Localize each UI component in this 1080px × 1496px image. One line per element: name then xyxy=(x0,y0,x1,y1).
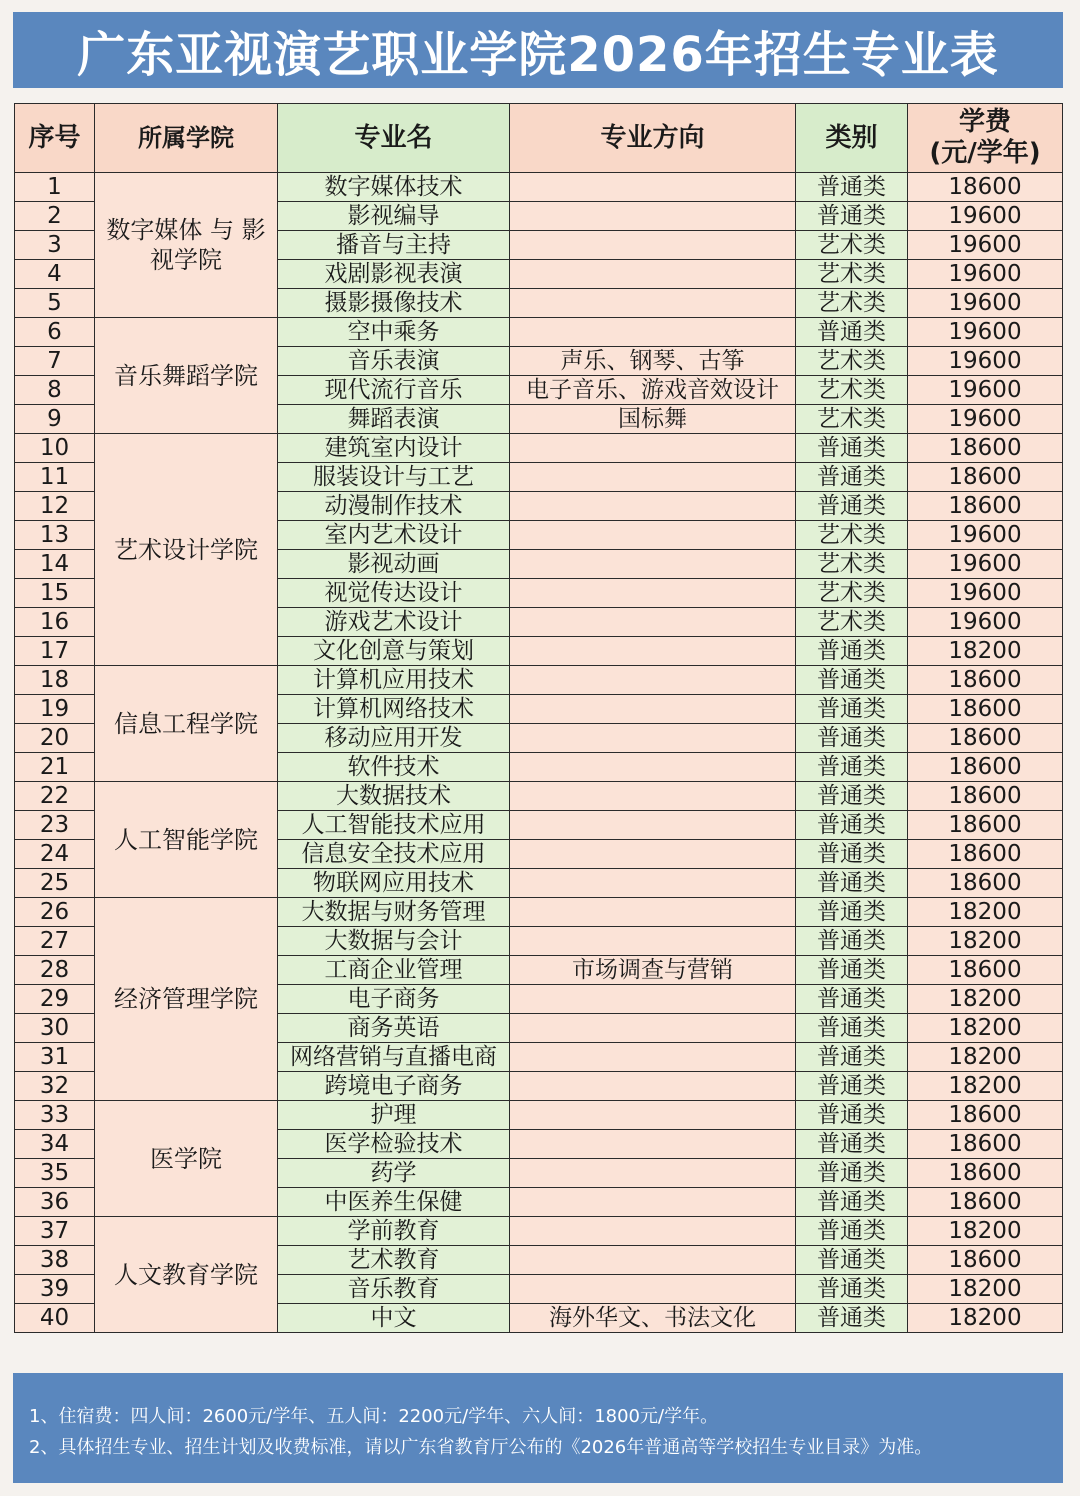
major-direction xyxy=(510,1072,796,1101)
tuition-fee: 18200 xyxy=(908,1217,1063,1246)
major-name: 电子商务 xyxy=(278,985,510,1014)
major-name: 跨境电子商务 xyxy=(278,1072,510,1101)
major-category: 普通类 xyxy=(796,985,908,1014)
major-name: 工商企业管理 xyxy=(278,956,510,985)
major-category: 普通类 xyxy=(796,202,908,231)
table-row xyxy=(15,318,1063,347)
table-row xyxy=(15,1101,1063,1130)
tuition-fee: 18200 xyxy=(908,927,1063,956)
major-name: 室内艺术设计 xyxy=(278,521,510,550)
major-name: 音乐教育 xyxy=(278,1275,510,1304)
notes-box xyxy=(13,1373,1063,1483)
major-direction xyxy=(510,782,796,811)
major-category: 普通类 xyxy=(796,637,908,666)
major-category: 普通类 xyxy=(796,666,908,695)
major-name: 音乐表演 xyxy=(278,347,510,376)
major-direction xyxy=(510,463,796,492)
row-index: 5 xyxy=(15,289,95,318)
row-index: 33 xyxy=(15,1101,95,1130)
major-direction xyxy=(510,579,796,608)
major-direction xyxy=(510,985,796,1014)
major-name: 艺术教育 xyxy=(278,1246,510,1275)
major-direction xyxy=(510,521,796,550)
row-index: 14 xyxy=(15,550,95,579)
major-category: 普通类 xyxy=(796,434,908,463)
row-index: 19 xyxy=(15,695,95,724)
tuition-fee: 18600 xyxy=(908,840,1063,869)
tuition-fee: 19600 xyxy=(908,289,1063,318)
major-direction: 海外华文、书法文化 xyxy=(510,1304,796,1333)
row-index: 21 xyxy=(15,753,95,782)
table-row xyxy=(15,434,1063,463)
table-row xyxy=(15,173,1063,202)
major-direction xyxy=(510,231,796,260)
major-name: 视觉传达设计 xyxy=(278,579,510,608)
table-row xyxy=(15,666,1063,695)
major-category: 普通类 xyxy=(796,1101,908,1130)
tuition-fee: 18600 xyxy=(908,956,1063,985)
tuition-fee: 18600 xyxy=(908,463,1063,492)
major-name: 学前教育 xyxy=(278,1217,510,1246)
major-direction xyxy=(510,1217,796,1246)
major-direction xyxy=(510,666,796,695)
row-index: 18 xyxy=(15,666,95,695)
major-category: 普通类 xyxy=(796,1043,908,1072)
tuition-fee: 18600 xyxy=(908,782,1063,811)
row-index: 28 xyxy=(15,956,95,985)
major-direction xyxy=(510,260,796,289)
major-name: 中文 xyxy=(278,1304,510,1333)
college-cell: 数字媒体 与 影视学院 xyxy=(95,173,278,318)
major-name: 摄影摄像技术 xyxy=(278,289,510,318)
major-category: 普通类 xyxy=(796,318,908,347)
tuition-fee: 18200 xyxy=(908,898,1063,927)
table-row xyxy=(15,1217,1063,1246)
table-row xyxy=(15,898,1063,927)
tuition-fee: 19600 xyxy=(908,347,1063,376)
college-cell: 医学院 xyxy=(95,1101,278,1217)
row-index: 20 xyxy=(15,724,95,753)
tuition-fee: 18600 xyxy=(908,666,1063,695)
major-category: 普通类 xyxy=(796,724,908,753)
major-name: 影视编导 xyxy=(278,202,510,231)
row-index: 35 xyxy=(15,1159,95,1188)
college-cell: 人工智能学院 xyxy=(95,782,278,898)
row-index: 13 xyxy=(15,521,95,550)
college-cell: 经济管理学院 xyxy=(95,898,278,1101)
major-category: 艺术类 xyxy=(796,231,908,260)
major-category: 普通类 xyxy=(796,811,908,840)
row-index: 32 xyxy=(15,1072,95,1101)
major-category: 普通类 xyxy=(796,927,908,956)
major-category: 艺术类 xyxy=(796,521,908,550)
major-category: 普通类 xyxy=(796,695,908,724)
tuition-fee: 19600 xyxy=(908,318,1063,347)
tuition-fee: 18600 xyxy=(908,869,1063,898)
major-direction xyxy=(510,318,796,347)
row-index: 34 xyxy=(15,1130,95,1159)
major-direction xyxy=(510,695,796,724)
tuition-fee: 18600 xyxy=(908,434,1063,463)
major-name: 计算机网络技术 xyxy=(278,695,510,724)
tuition-fee: 19600 xyxy=(908,608,1063,637)
tuition-fee: 18200 xyxy=(908,637,1063,666)
major-name: 服装设计与工艺 xyxy=(278,463,510,492)
header-index: 序号 xyxy=(15,104,95,173)
row-index: 12 xyxy=(15,492,95,521)
major-name: 中医养生保健 xyxy=(278,1188,510,1217)
majors-table xyxy=(14,103,1063,1333)
major-category: 普通类 xyxy=(796,1304,908,1333)
table-header-row xyxy=(15,104,1063,173)
major-name: 播音与主持 xyxy=(278,231,510,260)
row-index: 1 xyxy=(15,173,95,202)
major-category: 普通类 xyxy=(796,1246,908,1275)
tuition-fee: 19600 xyxy=(908,202,1063,231)
tuition-fee: 18600 xyxy=(908,753,1063,782)
page-title: 广东亚视演艺职业学院2026年招生专业表 xyxy=(77,26,999,83)
tuition-fee: 18200 xyxy=(908,1014,1063,1043)
major-direction: 市场调查与营销 xyxy=(510,956,796,985)
major-category: 普通类 xyxy=(796,1188,908,1217)
major-direction xyxy=(510,550,796,579)
tuition-fee: 19600 xyxy=(908,405,1063,434)
major-name: 现代流行音乐 xyxy=(278,376,510,405)
tuition-fee: 18200 xyxy=(908,1043,1063,1072)
major-direction: 国标舞 xyxy=(510,405,796,434)
major-name: 人工智能技术应用 xyxy=(278,811,510,840)
tuition-fee: 18200 xyxy=(908,1072,1063,1101)
row-index: 25 xyxy=(15,869,95,898)
table-row xyxy=(15,782,1063,811)
major-direction xyxy=(510,289,796,318)
major-name: 护理 xyxy=(278,1101,510,1130)
major-category: 艺术类 xyxy=(796,289,908,318)
tuition-fee: 19600 xyxy=(908,376,1063,405)
major-direction xyxy=(510,173,796,202)
major-category: 艺术类 xyxy=(796,608,908,637)
header-fee-line1: 学费 xyxy=(958,106,1011,137)
major-name: 网络营销与直播电商 xyxy=(278,1043,510,1072)
tuition-fee: 19600 xyxy=(908,260,1063,289)
tuition-fee: 18600 xyxy=(908,173,1063,202)
major-direction xyxy=(510,434,796,463)
tuition-fee: 19600 xyxy=(908,231,1063,260)
major-name: 计算机应用技术 xyxy=(278,666,510,695)
major-category: 艺术类 xyxy=(796,376,908,405)
tuition-fee: 18600 xyxy=(908,724,1063,753)
row-index: 31 xyxy=(15,1043,95,1072)
college-cell: 人文教育学院 xyxy=(95,1217,278,1333)
major-direction xyxy=(510,1043,796,1072)
tuition-fee: 18200 xyxy=(908,985,1063,1014)
major-name: 医学检验技术 xyxy=(278,1130,510,1159)
tuition-fee: 19600 xyxy=(908,579,1063,608)
major-direction: 声乐、钢琴、古筝 xyxy=(510,347,796,376)
major-category: 普通类 xyxy=(796,492,908,521)
major-category: 普通类 xyxy=(796,1014,908,1043)
college-cell: 音乐舞蹈学院 xyxy=(95,318,278,434)
major-name: 大数据与会计 xyxy=(278,927,510,956)
tuition-fee: 18600 xyxy=(908,1246,1063,1275)
major-name: 空中乘务 xyxy=(278,318,510,347)
major-name: 舞蹈表演 xyxy=(278,405,510,434)
row-index: 7 xyxy=(15,347,95,376)
major-direction xyxy=(510,869,796,898)
major-name: 信息安全技术应用 xyxy=(278,840,510,869)
row-index: 24 xyxy=(15,840,95,869)
major-category: 普通类 xyxy=(796,463,908,492)
major-category: 普通类 xyxy=(796,869,908,898)
major-name: 大数据技术 xyxy=(278,782,510,811)
row-index: 10 xyxy=(15,434,95,463)
major-direction xyxy=(510,840,796,869)
note-disclaimer: 2、具体招生专业、招生计划及收费标准，请以广东省教育厅公布的《2026年普通高等学校招生专业目录》为准。 xyxy=(29,1437,933,1458)
tuition-fee: 18600 xyxy=(908,492,1063,521)
tuition-fee: 19600 xyxy=(908,521,1063,550)
major-category: 普通类 xyxy=(796,1072,908,1101)
major-name: 文化创意与策划 xyxy=(278,637,510,666)
major-direction xyxy=(510,492,796,521)
header-major: 专业名 xyxy=(278,104,510,173)
major-direction xyxy=(510,724,796,753)
row-index: 9 xyxy=(15,405,95,434)
major-name: 大数据与财务管理 xyxy=(278,898,510,927)
major-category: 艺术类 xyxy=(796,405,908,434)
major-direction xyxy=(510,1130,796,1159)
major-direction: 电子音乐、游戏音效设计 xyxy=(510,376,796,405)
tuition-fee: 18600 xyxy=(908,811,1063,840)
row-index: 17 xyxy=(15,637,95,666)
tuition-fee: 18600 xyxy=(908,1159,1063,1188)
row-index: 3 xyxy=(15,231,95,260)
major-direction xyxy=(510,898,796,927)
major-direction xyxy=(510,811,796,840)
major-category: 普通类 xyxy=(796,840,908,869)
row-index: 37 xyxy=(15,1217,95,1246)
college-cell: 信息工程学院 xyxy=(95,666,278,782)
major-name: 建筑室内设计 xyxy=(278,434,510,463)
major-name: 软件技术 xyxy=(278,753,510,782)
major-direction xyxy=(510,1159,796,1188)
major-direction xyxy=(510,753,796,782)
major-name: 物联网应用技术 xyxy=(278,869,510,898)
row-index: 30 xyxy=(15,1014,95,1043)
table-body xyxy=(15,173,1063,1333)
tuition-fee: 18600 xyxy=(908,695,1063,724)
row-index: 36 xyxy=(15,1188,95,1217)
major-category: 普通类 xyxy=(796,1130,908,1159)
title-banner xyxy=(13,12,1063,88)
tuition-fee: 18600 xyxy=(908,1101,1063,1130)
major-direction xyxy=(510,927,796,956)
major-direction xyxy=(510,202,796,231)
row-index: 27 xyxy=(15,927,95,956)
major-category: 艺术类 xyxy=(796,347,908,376)
row-index: 15 xyxy=(15,579,95,608)
note-accommodation: 1、住宿费：四人间：2600元/学年、五人间：2200元/学年、六人间：1800元/学年。 xyxy=(29,1406,719,1427)
row-index: 16 xyxy=(15,608,95,637)
row-index: 11 xyxy=(15,463,95,492)
major-category: 普通类 xyxy=(796,782,908,811)
header-fee-line2: (元/学年) xyxy=(929,138,1041,168)
row-index: 40 xyxy=(15,1304,95,1333)
major-direction xyxy=(510,637,796,666)
major-category: 艺术类 xyxy=(796,550,908,579)
major-category: 普通类 xyxy=(796,1159,908,1188)
row-index: 22 xyxy=(15,782,95,811)
major-direction xyxy=(510,1246,796,1275)
tuition-fee: 18200 xyxy=(908,1304,1063,1333)
tuition-fee: 18200 xyxy=(908,1275,1063,1304)
major-name: 动漫制作技术 xyxy=(278,492,510,521)
major-category: 普通类 xyxy=(796,1275,908,1304)
major-name: 商务英语 xyxy=(278,1014,510,1043)
major-name: 药学 xyxy=(278,1159,510,1188)
major-direction xyxy=(510,1188,796,1217)
row-index: 26 xyxy=(15,898,95,927)
major-category: 普通类 xyxy=(796,753,908,782)
major-direction xyxy=(510,1014,796,1043)
row-index: 39 xyxy=(15,1275,95,1304)
header-fee xyxy=(908,104,1063,173)
major-direction xyxy=(510,608,796,637)
major-category: 普通类 xyxy=(796,956,908,985)
row-index: 6 xyxy=(15,318,95,347)
header-college: 所属学院 xyxy=(95,104,278,173)
major-name: 游戏艺术设计 xyxy=(278,608,510,637)
major-category: 普通类 xyxy=(796,173,908,202)
major-name: 数字媒体技术 xyxy=(278,173,510,202)
major-name: 影视动画 xyxy=(278,550,510,579)
row-index: 4 xyxy=(15,260,95,289)
major-name: 戏剧影视表演 xyxy=(278,260,510,289)
row-index: 23 xyxy=(15,811,95,840)
major-category: 普通类 xyxy=(796,1217,908,1246)
major-category: 普通类 xyxy=(796,898,908,927)
tuition-fee: 18600 xyxy=(908,1130,1063,1159)
row-index: 29 xyxy=(15,985,95,1014)
header-category: 类别 xyxy=(796,104,908,173)
major-category: 艺术类 xyxy=(796,579,908,608)
major-category: 艺术类 xyxy=(796,260,908,289)
row-index: 8 xyxy=(15,376,95,405)
row-index: 2 xyxy=(15,202,95,231)
row-index: 38 xyxy=(15,1246,95,1275)
tuition-fee: 18600 xyxy=(908,1188,1063,1217)
major-direction xyxy=(510,1275,796,1304)
college-cell: 艺术设计学院 xyxy=(95,434,278,666)
major-name: 移动应用开发 xyxy=(278,724,510,753)
major-direction xyxy=(510,1101,796,1130)
tuition-fee: 19600 xyxy=(908,550,1063,579)
header-direction: 专业方向 xyxy=(510,104,796,173)
